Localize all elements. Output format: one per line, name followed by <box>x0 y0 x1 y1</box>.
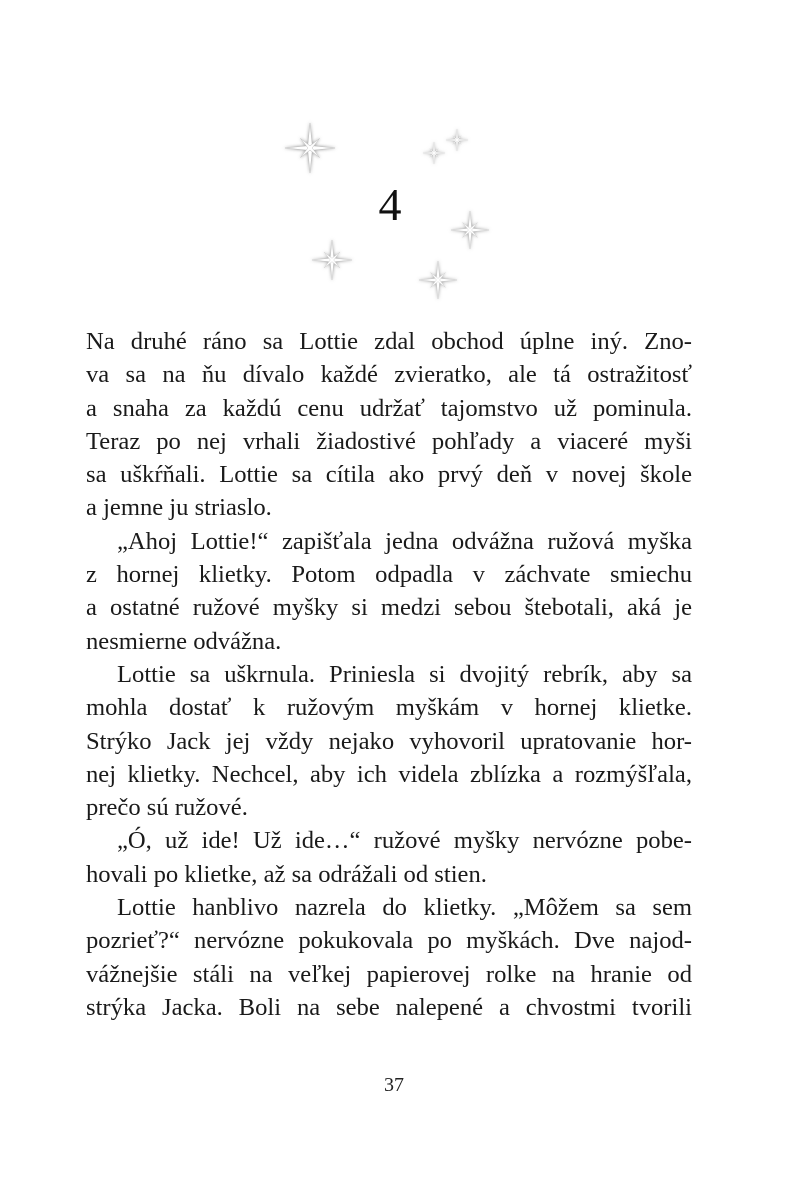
chapter-number: 4 <box>378 179 402 230</box>
paragraph <box>86 891 692 1024</box>
text-line: a snaha za každú cenu udržať tajomstvo už pominula. <box>86 394 692 422</box>
text-line: hovali po klietke, až sa odrážali od stien. <box>86 860 487 888</box>
text-line: strýka Jacka. Boli na sebe nalepené a chvostmi tvorili <box>86 993 692 1021</box>
text-line: a jemne ju striaslo. <box>86 494 272 522</box>
text-line: vážnejšie stáli na veľkej papierovej rolke na hranie od <box>86 960 692 988</box>
text-line: va sa na ňu dívalo každé zvieratko, ale tá ostražitosť <box>86 361 692 389</box>
text-line: Lottie sa uškrnula. Priniesla si dvojitý rebrík, aby sa <box>117 660 692 688</box>
text-line: a ostatné ružové myšky si medzi sebou štebotali, aká je <box>86 594 692 622</box>
star-icon <box>451 211 489 249</box>
paragraph <box>86 824 692 891</box>
text-line: Teraz po nej vrhali žiadostivé pohľady a viaceré myši <box>86 427 692 455</box>
paragraph <box>86 658 692 824</box>
text-line: pozrieť?“ nervózne pokukovala po myškách. Dve najod- <box>86 927 692 955</box>
page-number: 37 <box>384 1074 404 1096</box>
text-line: „Ó, už ide! Už ide…“ ružové myšky nervózne pobe- <box>117 827 692 855</box>
paragraph <box>86 325 692 525</box>
body-text <box>86 325 692 1024</box>
text-line: prečo sú ružové. <box>86 794 248 822</box>
text-line: mohla dostať k ružovým myškám v hornej klietke. <box>86 694 692 722</box>
star-icon <box>446 129 468 151</box>
text-line: nej klietky. Nechcel, aby ich videla zblízka a rozmýšľala, <box>86 760 692 788</box>
text-line: „Ahoj Lottie!“ zapišťala jedna odvážna ružová myška <box>117 527 692 555</box>
star-icon <box>312 240 352 280</box>
star-icon <box>423 142 445 164</box>
text-line: Strýko Jack jej vždy nejako vyhovoril upratovanie hor- <box>86 727 692 755</box>
text-line: Na druhé ráno sa Lottie zdal obchod úplne iný. Zno- <box>86 328 692 355</box>
text-line: z hornej klietky. Potom odpadla v záchvate smiechu <box>86 561 692 589</box>
text-line: sa uškŕňali. Lottie sa cítila ako prvý deň v novej škole <box>86 461 692 489</box>
paragraph <box>86 525 692 658</box>
star-icon <box>285 123 335 173</box>
text-line: Lottie hanblivo nazrela do klietky. „Môžem sa sem <box>117 894 692 922</box>
text-line: nesmierne odvážna. <box>86 627 282 655</box>
star-icon <box>419 261 457 299</box>
